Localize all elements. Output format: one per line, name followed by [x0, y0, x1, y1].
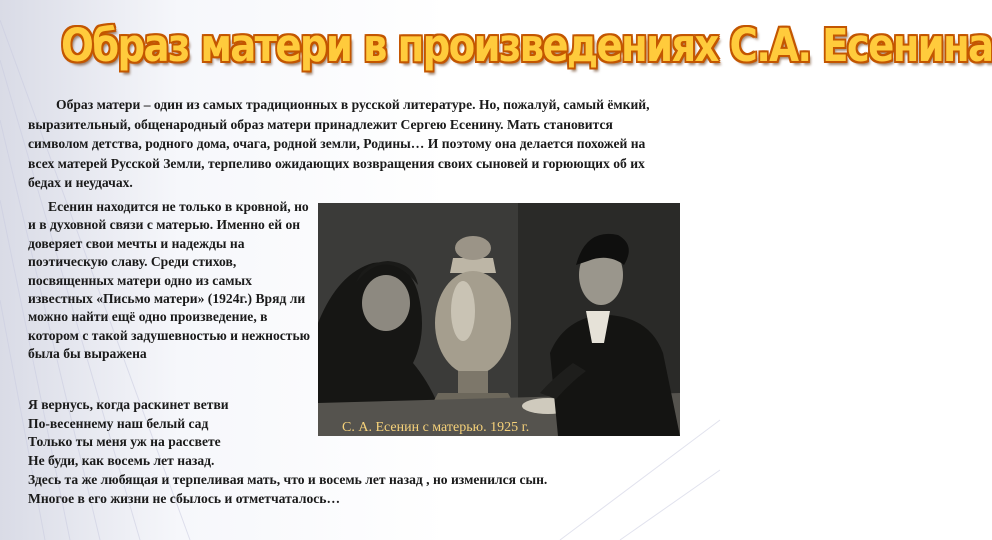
poem-line: По-весеннему наш белый сад [28, 415, 209, 431]
side-paragraph: Есенин находится не только в кровной, но и в духовной связи с матерью. Именно ей он доверяет свои мечты и надежды на поэтическую славу. Среди стихов, посвященных матери одно из самых известных «Письмо матери» (1924г.) Вряд ли можно найти ещё одно произведение, в котором с такой задушевностью и нежностью была бы выражена [28, 199, 311, 362]
slide-title: Образ матери в произведениях С.А. Есенина [61, 19, 992, 72]
closing-paragraph [28, 470, 688, 508]
poem-quote [28, 396, 328, 470]
poem-line: Только ты меня уж на рассвете [28, 434, 221, 450]
poem-line: Не буди, как восемь лет назад. [28, 452, 215, 468]
closing-line: Многое в его жизни не сбылось и отметчаталось… [28, 491, 341, 506]
intro-paragraph: Образ матери – один из самых традиционных в русской литературе. Но, пожалуй, самый ёмкий, выразительный, общенародный образ матери принадлежит Сергею Есенину. Мать становится символом детства, родного дома, очага, родной земли, Родины… И поэтому она делается похожей на всех матерей Русской Земли, терпеливо ожидающих возвращения своих сыновей и горюющих об их бедах и неудачах. [28, 97, 650, 190]
photo-caption: С. А. Есенин с матерью. 1925 г. [342, 420, 530, 435]
poem-line: Я вернусь, когда раскинет ветви [28, 397, 229, 412]
closing-line: Здесь та же любящая и терпеливая мать, что и восемь лет назад , но изменился сын. [28, 472, 548, 487]
esenin-with-mother-photo [318, 203, 680, 436]
